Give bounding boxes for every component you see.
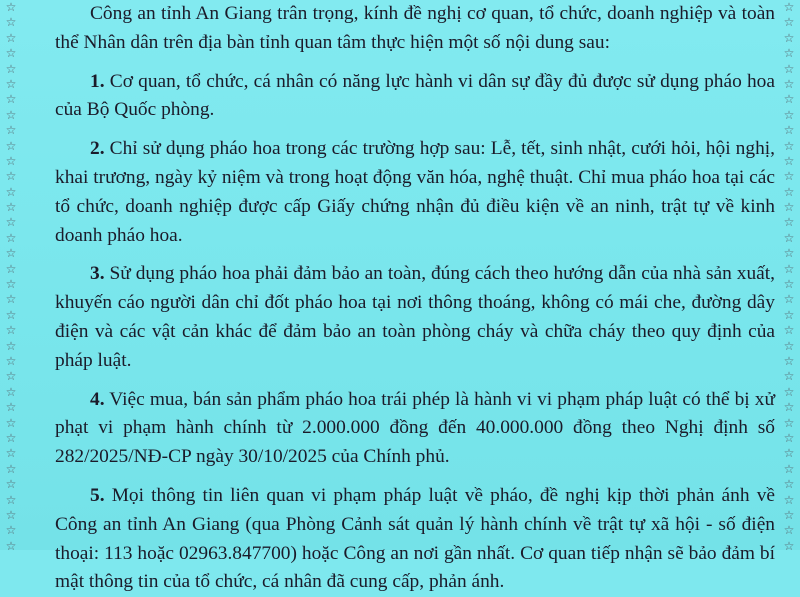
star-border-icon: ☆ — [783, 507, 795, 522]
star-border-icon: ☆ — [5, 523, 17, 538]
star-border-icon: ☆ — [5, 0, 17, 14]
star-border-icon: ☆ — [5, 76, 17, 91]
star-border-icon: ☆ — [783, 461, 795, 476]
star-border-icon: ☆ — [5, 430, 17, 445]
star-border-icon: ☆ — [783, 353, 795, 368]
star-border-icon: ☆ — [783, 292, 795, 307]
star-border-icon: ☆ — [783, 246, 795, 261]
star-border-icon: ☆ — [5, 369, 17, 384]
star-border-icon: ☆ — [5, 538, 17, 550]
star-border-icon: ☆ — [783, 538, 795, 550]
star-border-icon: ☆ — [5, 292, 17, 307]
star-border-icon: ☆ — [5, 138, 17, 153]
star-border-icon: ☆ — [783, 123, 795, 138]
item-3-text: Sử dụng pháo hoa phải đảm bảo an toàn, đúng cách theo hướng dẫn của nhà sản xuất, khuyến cáo người dân chỉ đốt pháo hoa tại nơi thông thoáng, không có mái che, đường dây điện và các vật cản khác để đảm bảo an toàn phòng cháy và chữa cháy theo quy định của pháp luật. — [55, 263, 775, 371]
item-1-number: 1. — [90, 70, 105, 92]
star-border-icon: ☆ — [783, 261, 795, 276]
item-5-text: Mọi thông tin liên quan vi phạm pháp luật về pháo, đề nghị kịp thời phản ánh về Công an tỉnh An Giang (qua Phòng Cảnh sát quản lý hành chính về trật tự xã hội - số điện thoại: 113 hoặc 02963.847700) hoặc Công an nơi gần nhất. Cơ quan tiếp nhận sẽ bảo đảm bí mật thông tin của tổ chức, cá nhân đã cung cấp, phản ánh. — [55, 484, 775, 593]
star-border-icon: ☆ — [783, 215, 795, 230]
star-border-icon: ☆ — [783, 153, 795, 168]
right-star-border — [778, 0, 800, 550]
star-border-icon: ☆ — [5, 200, 17, 215]
star-border-icon: ☆ — [5, 246, 17, 261]
star-border-icon: ☆ — [5, 61, 17, 76]
star-border-icon: ☆ — [5, 215, 17, 230]
item-4-text: Việc mua, bán sản phẩm pháo hoa trái phép là hành vi vi phạm pháp luật có thể bị xử phạt vi phạm hành chính từ 2.000.000 đồng đến 40.000.000 đồng theo Nghị định số 282/2025/NĐ-CP ngày 30/10/2025 của Chính phủ. — [55, 388, 775, 468]
star-border-icon: ☆ — [5, 153, 17, 168]
star-border-icon: ☆ — [783, 415, 795, 430]
item-4-paragraph — [55, 386, 775, 472]
star-border-icon: ☆ — [783, 138, 795, 153]
item-1-paragraph — [55, 68, 775, 126]
star-border-icon: ☆ — [5, 461, 17, 476]
star-border-icon: ☆ — [783, 492, 795, 507]
star-border-icon: ☆ — [783, 15, 795, 30]
item-5-number: 5. — [90, 484, 105, 506]
star-border-icon: ☆ — [5, 384, 17, 399]
intro-paragraph: Công an tỉnh An Giang trân trọng, kính đề nghị cơ quan, tổ chức, doanh nghiệp và toàn thể Nhân dân trên địa bàn tỉnh quan tâm thực hiện một số nội dung sau: — [55, 3, 775, 53]
star-border-icon: ☆ — [783, 523, 795, 538]
star-border-icon: ☆ — [783, 200, 795, 215]
star-border-icon: ☆ — [5, 169, 17, 184]
star-border-icon: ☆ — [5, 277, 17, 292]
star-border-icon: ☆ — [5, 492, 17, 507]
star-border-icon: ☆ — [783, 107, 795, 122]
star-border-icon: ☆ — [5, 123, 17, 138]
star-border-icon: ☆ — [783, 307, 795, 322]
star-border-icon: ☆ — [5, 107, 17, 122]
star-border-icon: ☆ — [783, 400, 795, 415]
star-border-icon: ☆ — [783, 169, 795, 184]
notice-body — [55, 0, 775, 597]
star-border-icon: ☆ — [783, 446, 795, 461]
item-1-text: Cơ quan, tổ chức, cá nhân có năng lực hành vi dân sự đầy đủ được sử dụng pháo hoa của Bộ Quốc phòng. — [55, 70, 775, 121]
star-border-icon: ☆ — [783, 384, 795, 399]
star-border-icon: ☆ — [783, 477, 795, 492]
star-border-icon: ☆ — [5, 415, 17, 430]
item-2-number: 2. — [90, 138, 105, 160]
star-border-icon: ☆ — [783, 46, 795, 61]
star-border-icon: ☆ — [783, 76, 795, 91]
star-border-icon: ☆ — [5, 446, 17, 461]
star-border-icon: ☆ — [5, 261, 17, 276]
star-border-icon: ☆ — [783, 184, 795, 199]
star-border-icon: ☆ — [783, 0, 795, 14]
star-border-icon: ☆ — [5, 46, 17, 61]
star-border-icon: ☆ — [5, 353, 17, 368]
item-5-paragraph — [55, 482, 775, 597]
star-border-icon: ☆ — [783, 30, 795, 45]
star-border-icon: ☆ — [5, 400, 17, 415]
item-2-paragraph — [55, 135, 775, 250]
item-2-text: Chỉ sử dụng pháo hoa trong các trường hợp sau: Lễ, tết, sinh nhật, cưới hỏi, hội nghị, khai trương, ngày kỷ niệm và trong hoạt động văn hóa, nghệ thuật. Chỉ mua pháo hoa tại các tổ chức, doanh nghiệp được cấp Giấy chứng nhận đủ điều kiện về an ninh, trật tự về kinh doanh pháo hoa. — [55, 138, 775, 246]
star-border-icon: ☆ — [5, 338, 17, 353]
star-border-icon: ☆ — [783, 338, 795, 353]
left-star-border — [0, 0, 22, 550]
item-3-paragraph — [55, 260, 775, 375]
star-border-icon: ☆ — [783, 92, 795, 107]
item-3-number: 3. — [90, 263, 105, 285]
star-border-icon: ☆ — [783, 61, 795, 76]
star-border-icon: ☆ — [5, 184, 17, 199]
item-4-number: 4. — [90, 388, 105, 410]
star-border-icon: ☆ — [5, 30, 17, 45]
star-border-icon: ☆ — [5, 15, 17, 30]
star-border-icon: ☆ — [5, 507, 17, 522]
star-border-icon: ☆ — [5, 230, 17, 245]
star-border-icon: ☆ — [783, 369, 795, 384]
star-border-icon: ☆ — [5, 477, 17, 492]
star-border-icon: ☆ — [5, 323, 17, 338]
star-border-icon: ☆ — [783, 230, 795, 245]
star-border-icon: ☆ — [783, 323, 795, 338]
star-border-icon: ☆ — [5, 307, 17, 322]
star-border-icon: ☆ — [783, 277, 795, 292]
star-border-icon: ☆ — [5, 92, 17, 107]
star-border-icon: ☆ — [783, 430, 795, 445]
